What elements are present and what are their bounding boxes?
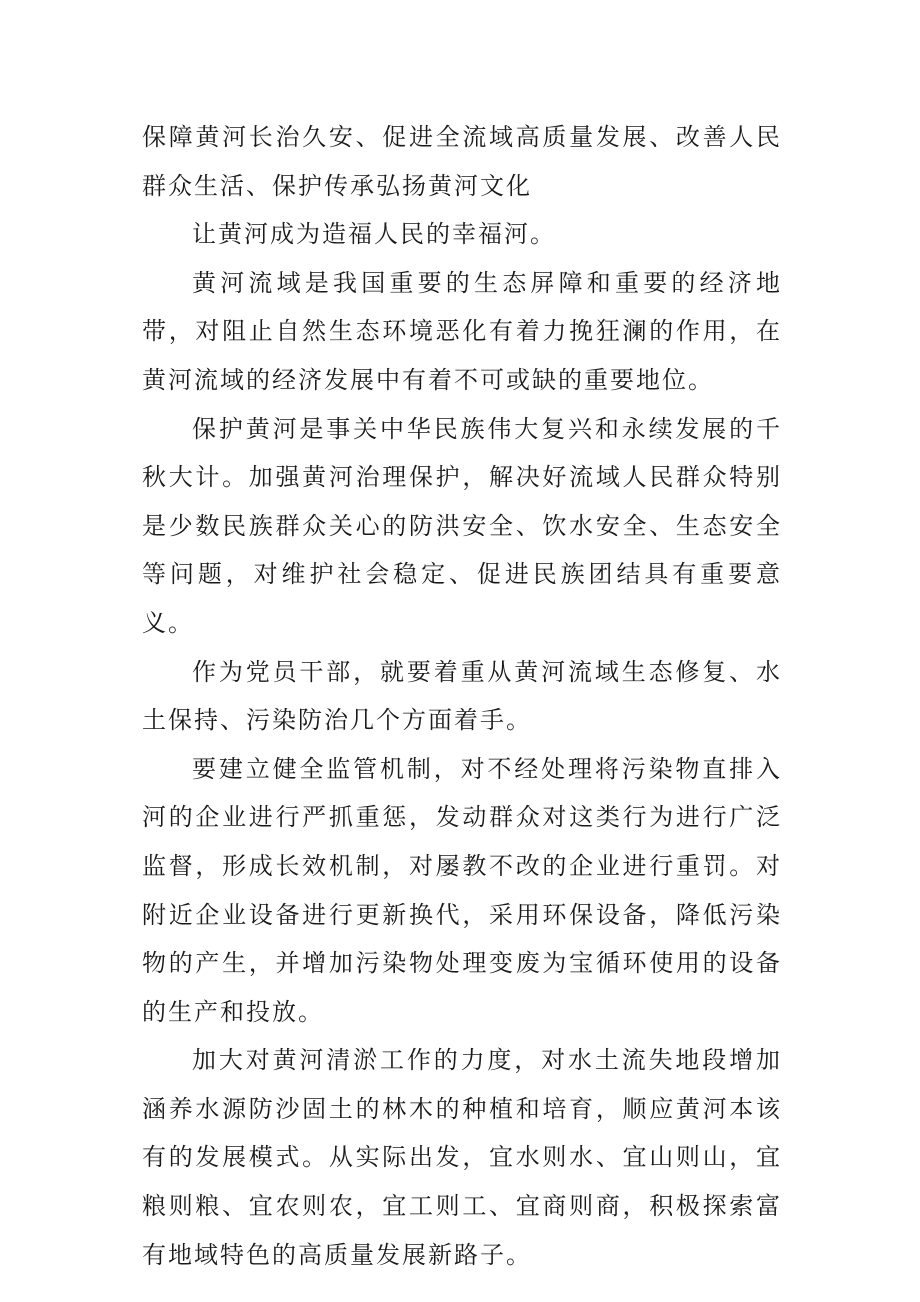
paragraph-3: 黄河流域是我国重要的生态屏障和重要的经济地带，对阻止自然生态环境恶化有着力挽狂澜的作用，在黄河流域的经济发展中有着不可或缺的重要地位。 [142, 268, 782, 394]
document-body [142, 113, 782, 1279]
paragraph-6: 要建立健全监管机制，对不经处理将污染物直排入河的企业进行严抓重惩，发动群众对这类行为进行广泛监督，形成长效机制，对屡教不改的企业进行重罚。对附近企业设备进行更新换代，采用环保设备，降低污染物的产生，并增加污染物处理变废为宝循环使用的设备的生产和投放。 [142, 754, 782, 1026]
paragraph-5: 作为党员干部，就要着重从黄河流域生态修复、水土保持、污染防治几个方面着手。 [142, 657, 782, 735]
paragraph-1: 保障黄河长治久安、促进全流域高质量发展、改善人民群众生活、保护传承弘扬黄河文化 [142, 123, 782, 200]
paragraph-7: 加大对黄河清淤工作的力度，对水土流失地段增加涵养水源防沙固土的林木的种植和培育，顺应黄河本该有的发展模式。从实际出发，宜水则水、宜山则山，宜粮则粮、宜农则农，宜工则工、宜商则商，积极探索富有地域特色的高质量发展新路子。 [142, 1046, 782, 1269]
paragraph-4: 保护黄河是事关中华民族伟大复兴和永续发展的千秋大计。加强黄河治理保护，解决好流域人民群众特别是少数民族群众关心的防洪安全、饮水安全、生态安全等问题，对维护社会稳定、促进民族团结具有重要意义。 [142, 414, 782, 637]
paragraph-2: 让黄河成为造福人民的幸福河。 [192, 220, 556, 249]
